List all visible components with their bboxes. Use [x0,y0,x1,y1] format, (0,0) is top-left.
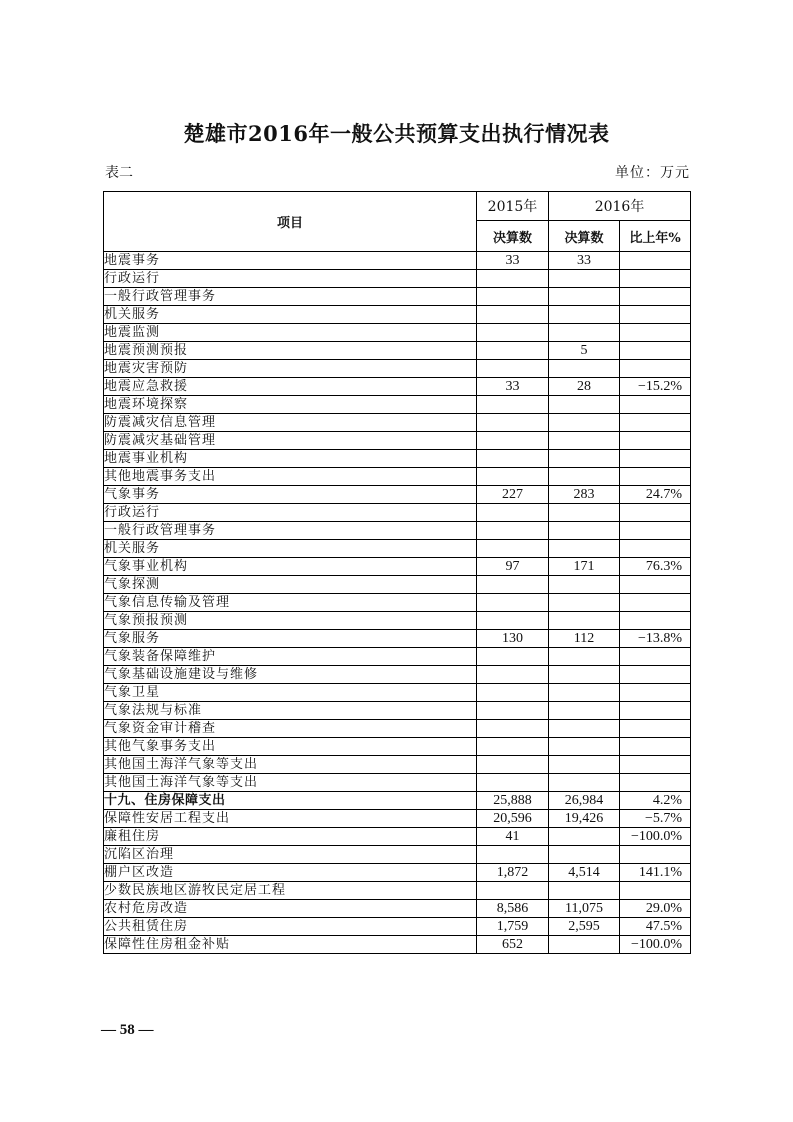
table-row [104,684,691,702]
row-value-2015 [477,684,549,702]
row-change-percent [620,684,691,702]
row-value-2016 [549,738,620,756]
row-item-name: 防震减灾基础管理 [104,432,477,450]
row-item-name: 地震事业机构 [104,450,477,468]
row-change-percent [620,648,691,666]
row-change-percent [620,720,691,738]
row-item-name: 其他地震事务支出 [104,468,477,486]
row-item-name: 气象基础设施建设与维修 [104,666,477,684]
row-value-2015 [477,450,549,468]
row-value-2015: 8,586 [477,900,549,918]
row-value-2015 [477,612,549,630]
row-item-name: 地震环境探察 [104,396,477,414]
row-change-percent [620,504,691,522]
row-item-name: 沉陷区治理 [104,846,477,864]
row-change-percent: −100.0% [620,828,691,846]
row-item-name: 气象服务 [104,630,477,648]
table-row [104,612,691,630]
table-row [104,810,691,828]
table-row [104,360,691,378]
row-value-2016: 26,984 [549,792,620,810]
header-year-2016: 2016年 [549,192,691,221]
table-row [104,504,691,522]
row-value-2015: 20,596 [477,810,549,828]
row-value-2016 [549,270,620,288]
table-row [104,630,691,648]
row-change-percent [620,702,691,720]
row-change-percent [620,306,691,324]
header-change: 比上年% [620,221,691,252]
row-value-2015 [477,414,549,432]
row-item-name: 其他国土海洋气象等支出 [104,756,477,774]
table-row [104,702,691,720]
row-change-percent [620,468,691,486]
row-value-2016 [549,468,620,486]
row-value-2016 [549,594,620,612]
row-change-percent [620,774,691,792]
row-change-percent [620,846,691,864]
row-value-2016: 4,514 [549,864,620,882]
table-row [104,756,691,774]
row-value-2015 [477,576,549,594]
table-row [104,270,691,288]
row-value-2015 [477,360,549,378]
row-value-2016 [549,288,620,306]
row-change-percent [620,432,691,450]
row-value-2015 [477,468,549,486]
row-value-2015 [477,648,549,666]
row-value-2016: 19,426 [549,810,620,828]
header-final-2016: 决算数 [549,221,620,252]
row-value-2015 [477,882,549,900]
row-value-2016 [549,360,620,378]
table-body [104,252,691,954]
row-item-name: 气象法规与标准 [104,702,477,720]
table-row [104,486,691,504]
budget-table [103,191,691,954]
table-row [104,900,691,918]
row-item-name: 一般行政管理事务 [104,522,477,540]
row-item-name: 气象卫星 [104,684,477,702]
row-item-name: 地震监测 [104,324,477,342]
row-value-2016 [549,684,620,702]
row-value-2016 [549,936,620,954]
table-row [104,378,691,396]
table-row [104,882,691,900]
row-change-percent [620,522,691,540]
row-value-2016 [549,702,620,720]
row-item-name: 气象探测 [104,576,477,594]
table-row [104,396,691,414]
table-row [104,936,691,954]
table-header [104,192,691,252]
row-item-name: 防震减灾信息管理 [104,414,477,432]
row-value-2016: 11,075 [549,900,620,918]
row-item-name: 保障性住房租金补贴 [104,936,477,954]
row-value-2016 [549,720,620,738]
row-item-name: 地震预测预报 [104,342,477,360]
row-item-name: 气象资金审计稽查 [104,720,477,738]
row-value-2015 [477,846,549,864]
row-change-percent [620,342,691,360]
row-item-name: 气象事务 [104,486,477,504]
row-value-2016 [549,504,620,522]
row-value-2015 [477,594,549,612]
row-change-percent [620,666,691,684]
header-item: 项目 [104,192,477,252]
table-row [104,792,691,810]
row-value-2016 [549,450,620,468]
row-value-2015 [477,396,549,414]
row-value-2016 [549,306,620,324]
row-value-2015 [477,288,549,306]
row-item-name: 气象信息传输及管理 [104,594,477,612]
row-value-2016: 112 [549,630,620,648]
row-change-percent: 47.5% [620,918,691,936]
row-item-name: 一般行政管理事务 [104,288,477,306]
table-row [104,720,691,738]
row-value-2015: 97 [477,558,549,576]
row-item-name: 农村危房改造 [104,900,477,918]
table-row [104,252,691,270]
row-value-2016 [549,648,620,666]
row-value-2016 [549,324,620,342]
row-change-percent: −13.8% [620,630,691,648]
table-row [104,918,691,936]
row-value-2016 [549,396,620,414]
document-title: 楚雄市2016年一般公共预算支出执行情况表 [183,121,610,146]
row-value-2015: 130 [477,630,549,648]
row-change-percent: 24.7% [620,486,691,504]
row-value-2016: 283 [549,486,620,504]
row-change-percent [620,414,691,432]
table-row [104,774,691,792]
row-change-percent [620,882,691,900]
row-value-2015: 227 [477,486,549,504]
row-change-percent: 29.0% [620,900,691,918]
row-value-2016 [549,540,620,558]
row-value-2015 [477,666,549,684]
row-item-name: 地震灾害预防 [104,360,477,378]
table-row [104,414,691,432]
table-row [104,468,691,486]
row-value-2016: 2,595 [549,918,620,936]
table-number: 表二 [105,165,133,181]
table-row [104,738,691,756]
row-item-name: 机关服务 [104,540,477,558]
unit-label: 单位：万元 [615,165,690,181]
row-item-name: 保障性安居工程支出 [104,810,477,828]
row-change-percent [620,594,691,612]
row-item-name: 地震事务 [104,252,477,270]
row-value-2015: 33 [477,252,549,270]
row-value-2015: 652 [477,936,549,954]
row-value-2016 [549,846,620,864]
row-change-percent [620,396,691,414]
row-value-2015 [477,540,549,558]
row-item-name: 少数民族地区游牧民定居工程 [104,882,477,900]
table-row [104,342,691,360]
table-row [104,432,691,450]
row-value-2015 [477,756,549,774]
row-change-percent: 76.3% [620,558,691,576]
row-item-name: 棚户区改造 [104,864,477,882]
row-item-name: 行政运行 [104,504,477,522]
row-value-2016 [549,522,620,540]
row-change-percent [620,324,691,342]
row-value-2016 [549,432,620,450]
table-row [104,558,691,576]
row-value-2015 [477,342,549,360]
table-row [104,306,691,324]
row-change-percent [620,576,691,594]
row-value-2015 [477,432,549,450]
row-item-name: 其他气象事务支出 [104,738,477,756]
row-change-percent [620,612,691,630]
row-change-percent [620,288,691,306]
table-row [104,666,691,684]
row-value-2016: 28 [549,378,620,396]
row-value-2015 [477,306,549,324]
row-value-2015 [477,522,549,540]
row-item-name: 机关服务 [104,306,477,324]
header-final-2015: 决算数 [477,221,549,252]
row-value-2016: 5 [549,342,620,360]
row-item-name: 廉租住房 [104,828,477,846]
row-item-name: 气象预报预测 [104,612,477,630]
row-value-2015 [477,720,549,738]
row-value-2015: 41 [477,828,549,846]
row-value-2015: 25,888 [477,792,549,810]
row-value-2016 [549,828,620,846]
table-row [104,576,691,594]
row-value-2015 [477,504,549,522]
row-value-2015 [477,324,549,342]
row-change-percent [620,450,691,468]
row-value-2016 [549,612,620,630]
row-item-name: 地震应急救援 [104,378,477,396]
row-value-2015: 33 [477,378,549,396]
row-item-name: 公共租赁住房 [104,918,477,936]
row-value-2016: 33 [549,252,620,270]
row-item-name: 气象装备保障维护 [104,648,477,666]
row-value-2015 [477,738,549,756]
row-value-2016 [549,576,620,594]
header-year-2015: 2015年 [477,192,549,221]
row-value-2015 [477,774,549,792]
table-row [104,324,691,342]
row-change-percent [620,540,691,558]
row-change-percent [620,270,691,288]
table-row [104,864,691,882]
table-row [104,828,691,846]
table-row [104,594,691,612]
table-row [104,288,691,306]
row-item-name: 气象事业机构 [104,558,477,576]
row-item-name: 十九、住房保障支出 [104,792,477,810]
row-change-percent: −100.0% [620,936,691,954]
row-change-percent: 4.2% [620,792,691,810]
row-change-percent [620,756,691,774]
row-value-2016 [549,756,620,774]
table-row [104,450,691,468]
row-value-2016 [549,414,620,432]
table-row [104,522,691,540]
row-change-percent: −15.2% [620,378,691,396]
row-value-2016 [549,774,620,792]
table-row [104,648,691,666]
row-change-percent [620,360,691,378]
row-value-2015 [477,270,549,288]
row-item-name: 其他国土海洋气象等支出 [104,774,477,792]
table-row [104,540,691,558]
row-change-percent: −5.7% [620,810,691,828]
row-value-2015: 1,872 [477,864,549,882]
page-number: — 58 — [101,1022,154,1038]
row-change-percent [620,738,691,756]
row-item-name: 行政运行 [104,270,477,288]
row-value-2016: 171 [549,558,620,576]
row-change-percent [620,252,691,270]
row-value-2015: 1,759 [477,918,549,936]
row-value-2016 [549,666,620,684]
row-value-2015 [477,702,549,720]
row-change-percent: 141.1% [620,864,691,882]
row-value-2016 [549,882,620,900]
table-row [104,846,691,864]
